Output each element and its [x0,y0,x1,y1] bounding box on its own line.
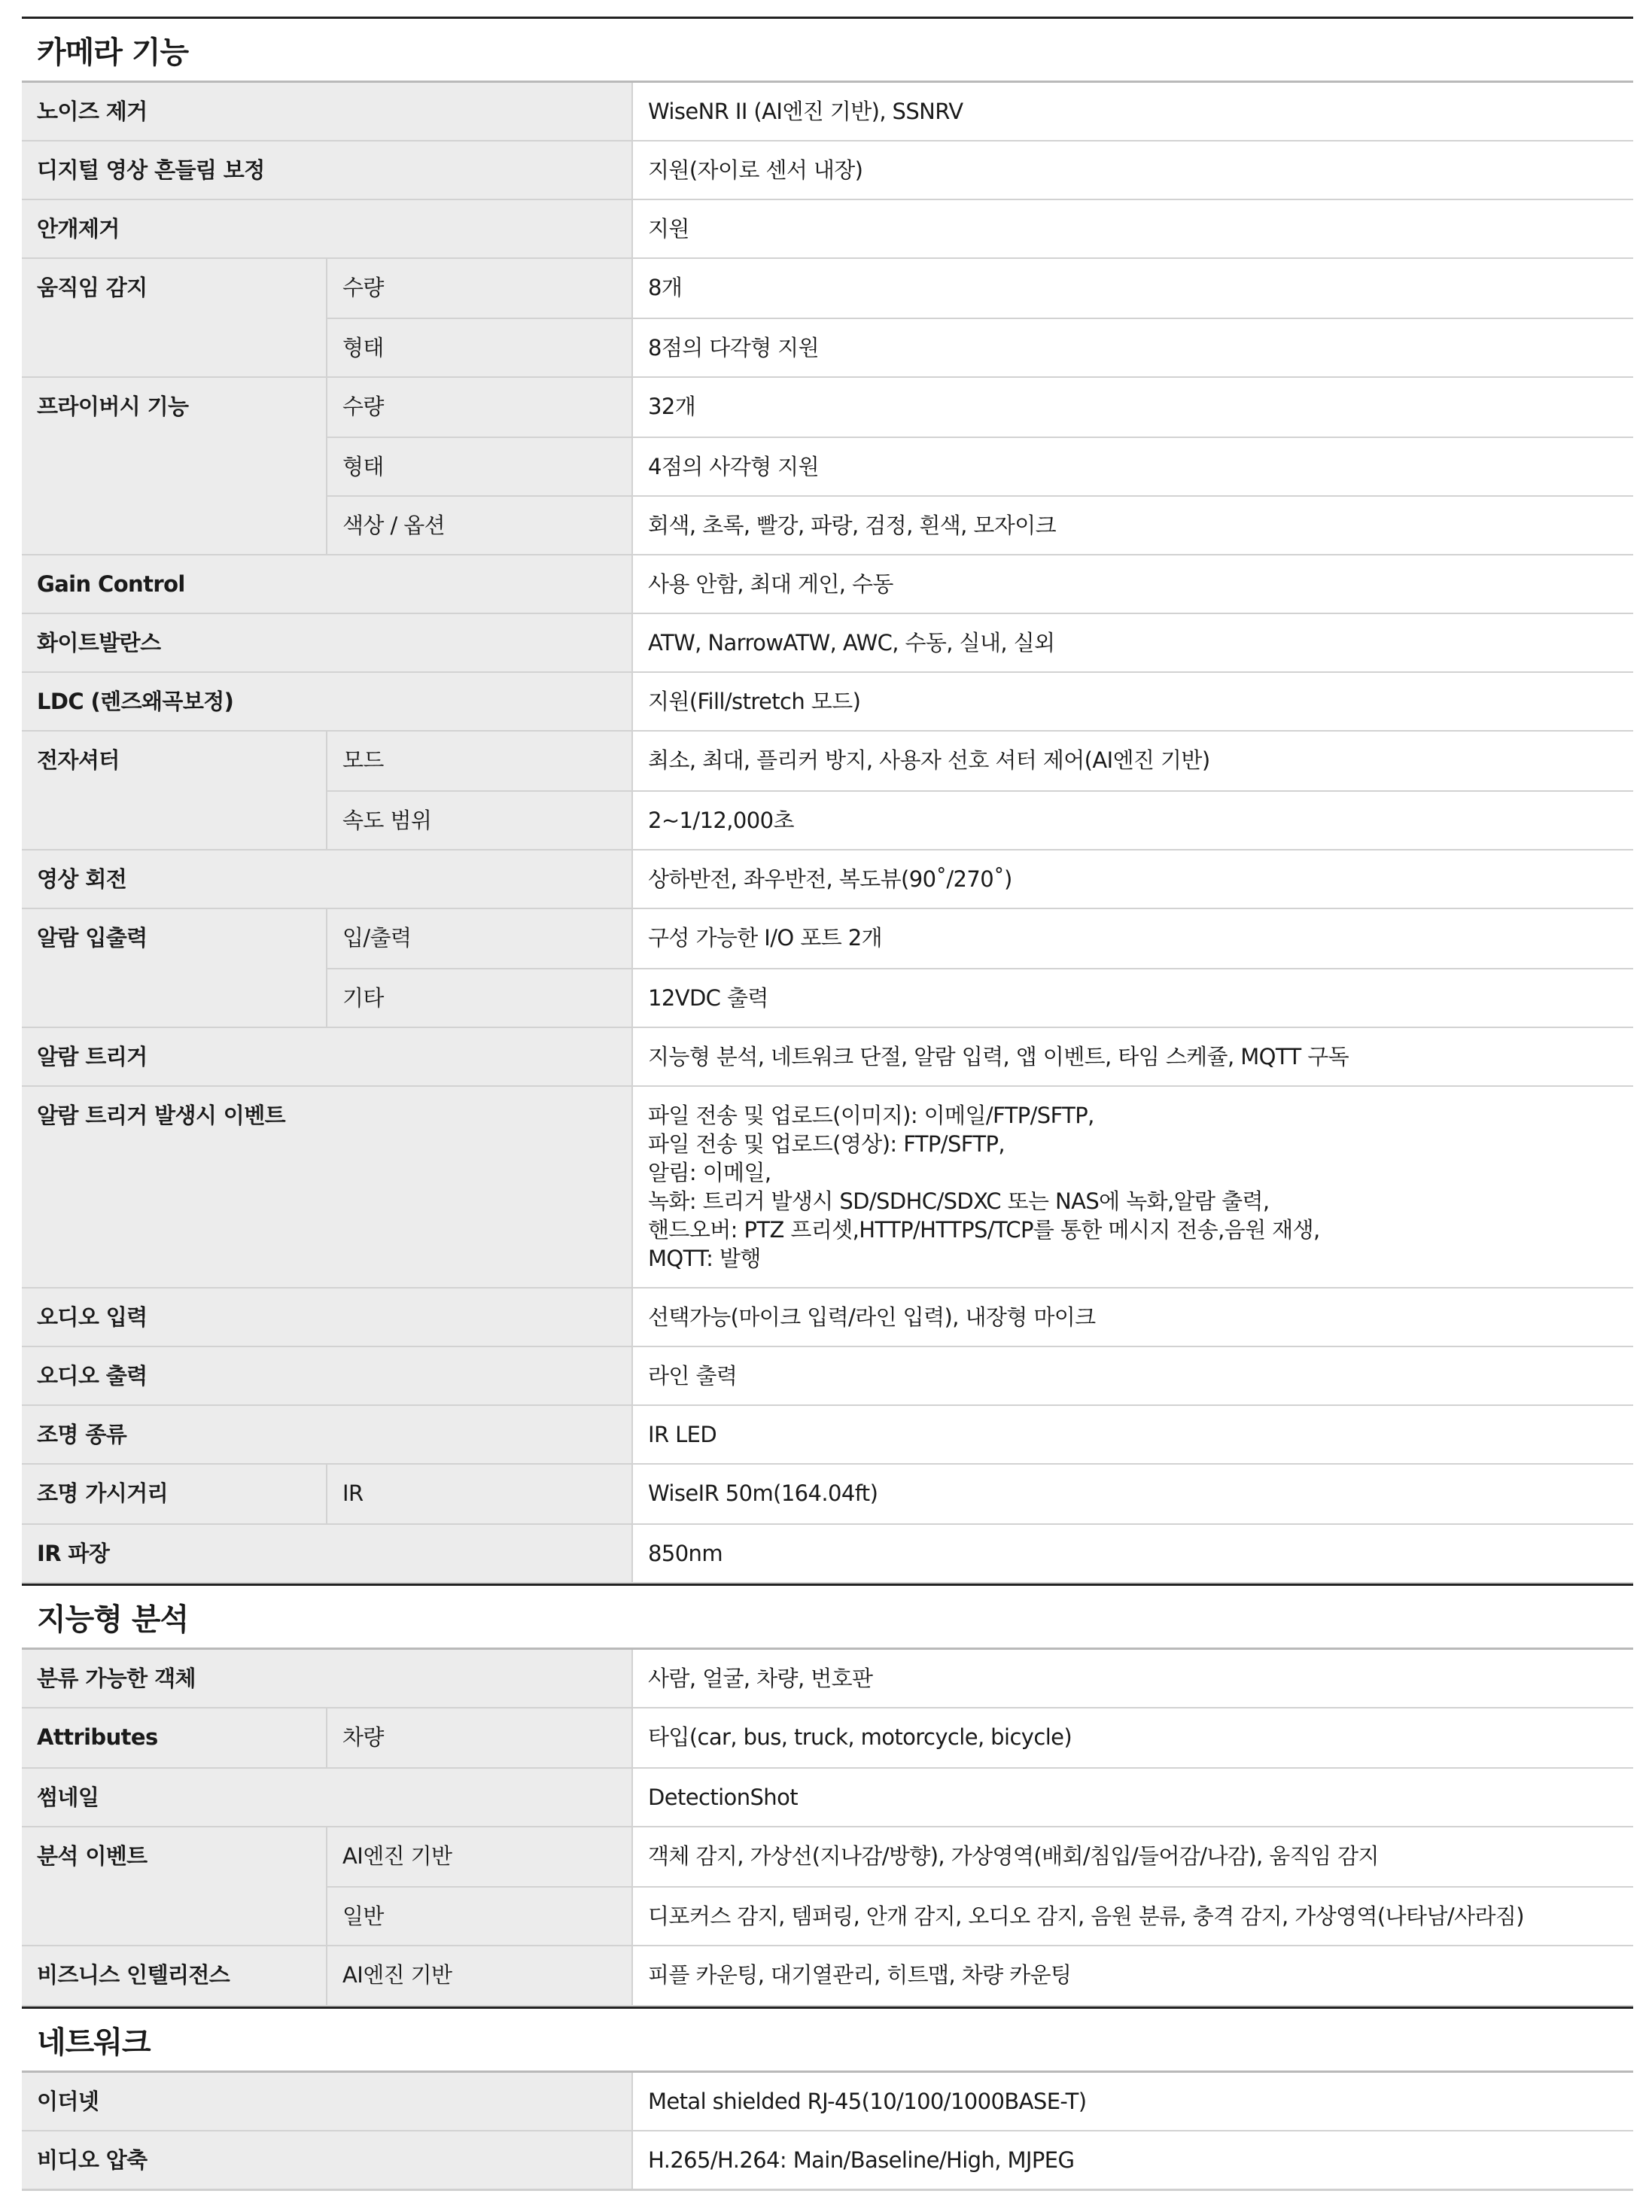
spec-subrow [326,378,1633,437]
spec-subrow [326,1946,1633,2005]
spec-sublabel: 모드 [326,732,631,790]
spec-value: 회색, 초록, 빨강, 파랑, 검정, 흰색, 모자이크 [631,497,1633,554]
spec-label: LDC (렌즈왜곡보정) [22,673,631,730]
spec-subrow [326,259,1633,318]
spec-row-group [22,1827,1633,1946]
spec-row [22,850,1633,909]
spec-row [22,1650,1633,1708]
spec-subrow [326,318,1633,376]
spec-subrow [326,732,1633,790]
spec-subrow [326,437,1633,495]
spec-table [22,83,1633,1584]
spec-subrows [326,1708,1633,1767]
spec-label: 비즈니스 인텔리전스 [22,1946,326,2005]
spec-value: 12VDC 출력 [631,969,1633,1027]
spec-row-group [22,732,1633,850]
spec-sublabel: IR [326,1465,631,1523]
spec-value: 사용 안함, 최대 게인, 수동 [631,555,1633,613]
spec-value: 8점의 다각형 지원 [631,319,1633,376]
spec-subrow [326,909,1633,968]
section-title: 카메라 기능 [22,17,1633,83]
spec-label: 조명 종류 [22,1406,631,1463]
spec-row [22,1028,1633,1087]
spec-label: 이더넷 [22,2073,631,2130]
spec-label: 움직임 감지 [22,259,326,376]
spec-row-group [22,1465,1633,1525]
section-title: 네트워크 [22,2007,1633,2073]
spec-row [22,1406,1633,1465]
spec-sublabel: 속도 범위 [326,792,631,849]
spec-subrows [326,732,1633,849]
spec-row [22,83,1633,141]
spec-value: 지원(Fill/stretch 모드) [631,673,1633,730]
spec-label: 프라이버시 기능 [22,378,326,554]
spec-value: IR LED [631,1406,1633,1463]
spec-subrows [326,1465,1633,1523]
spec-label: 전자셔터 [22,732,326,849]
spec-label: 조명 가시거리 [22,1465,326,1523]
spec-value: 8개 [631,259,1633,318]
spec-label: IR 파장 [22,1525,631,1582]
spec-value: Metal shielded RJ-45(10/100/1000BASE-T) [631,2073,1633,2130]
spec-subrow [326,495,1633,554]
spec-value: WiseIR 50m(164.04ft) [631,1465,1633,1523]
spec-row [22,1347,1633,1406]
spec-subrow [326,1708,1633,1767]
spec-row [22,614,1633,673]
spec-value: H.265/H.264: Main/Baseline/High, MJPEG [631,2131,1633,2189]
spec-value: 최소, 최대, 플리커 방지, 사용자 선호 셔터 제어(AI엔진 기반) [631,732,1633,790]
spec-sublabel: 입/출력 [326,909,631,968]
spec-label: 비디오 압축 [22,2131,631,2189]
spec-subrows [326,1827,1633,1945]
spec-row-group [22,1946,1633,2007]
spec-value: 타입(car, bus, truck, motorcycle, bicycle) [631,1708,1633,1767]
spec-row-group [22,1708,1633,1769]
spec-value: 라인 출력 [631,1347,1633,1404]
spec-sublabel: 수량 [326,259,631,318]
spec-value: 사람, 얼굴, 차량, 번호판 [631,1650,1633,1707]
spec-subrow [326,790,1633,849]
spec-row [22,1087,1633,1289]
spec-value: 디포커스 감지, 템퍼링, 안개 감지, 오디오 감지, 음원 분류, 충격 감지, 가상영역(나타남/사라짐) [631,1888,1633,1945]
spec-sublabel: 수량 [326,378,631,437]
spec-table [22,1650,1633,2007]
spec-sublabel: 형태 [326,438,631,495]
spec-row [22,1289,1633,1347]
spec-sheet [22,17,1633,2191]
spec-value: 선택가능(마이크 입력/라인 입력), 내장형 마이크 [631,1289,1633,1346]
spec-label: 영상 회전 [22,850,631,908]
spec-value: 2~1/12,000초 [631,792,1633,849]
spec-subrow [326,1827,1633,1886]
spec-row [22,141,1633,200]
spec-subrows [326,1946,1633,2005]
spec-row [22,200,1633,259]
spec-label: 알람 입출력 [22,909,326,1027]
spec-row-group [22,909,1633,1028]
spec-subrow [326,968,1633,1027]
spec-sublabel: 일반 [326,1888,631,1945]
spec-label: 노이즈 제거 [22,83,631,140]
spec-row [22,2131,1633,2191]
spec-value: 32개 [631,378,1633,437]
spec-subrows [326,909,1633,1027]
spec-table [22,2073,1633,2191]
spec-sublabel: AI엔진 기반 [326,1827,631,1886]
spec-label: 알람 트리거 [22,1028,631,1085]
spec-value: 객체 감지, 가상선(지나감/방향), 가상영역(배회/침입/들어감/나감), 움직임 감지 [631,1827,1633,1886]
spec-value: 상하반전, 좌우반전, 복도뷰(90˚/270˚) [631,850,1633,908]
spec-label: 오디오 출력 [22,1347,631,1404]
spec-sublabel: 차량 [326,1708,631,1767]
spec-label: 분류 가능한 객체 [22,1650,631,1707]
spec-subrows [326,378,1633,554]
spec-label: 안개제거 [22,200,631,257]
spec-value: 지원(자이로 센서 내장) [631,141,1633,199]
spec-label: 화이트발란스 [22,614,631,671]
spec-value: 구성 가능한 I/O 포트 2개 [631,909,1633,968]
spec-row [22,673,1633,732]
spec-sublabel: 색상 / 옵션 [326,497,631,554]
spec-row [22,1769,1633,1827]
spec-label: Attributes [22,1708,326,1767]
spec-row-group [22,259,1633,378]
spec-value: DetectionShot [631,1769,1633,1826]
spec-label: 분석 이벤트 [22,1827,326,1945]
spec-row [22,2073,1633,2131]
spec-label: Gain Control [22,555,631,613]
spec-sublabel: AI엔진 기반 [326,1946,631,2005]
spec-subrows [326,259,1633,376]
spec-row [22,1525,1633,1584]
spec-label: 알람 트리거 발생시 이벤트 [22,1087,631,1287]
spec-value: 파일 전송 및 업로드(이미지): 이메일/FTP/SFTP, 파일 전송 및 업로드(영상): FTP/SFTP, 알림: 이메일, 녹화: 트리거 발생시 SD/SDHC/SDXC 또는 NAS에 녹화,알람 출력, 핸드오버: PTZ 프리셋,HTTP/HTTPS/TCP를 통한 메시지 전송,음원 재생, MQTT: 발행 [631,1087,1633,1287]
spec-value: 지능형 분석, 네트워크 단절, 알람 입력, 앱 이벤트, 타임 스케쥴, MQTT 구독 [631,1028,1633,1085]
spec-sublabel: 형태 [326,319,631,376]
spec-label: 썸네일 [22,1769,631,1826]
spec-label: 디지털 영상 흔들림 보정 [22,141,631,199]
spec-value: 850nm [631,1525,1633,1582]
spec-value: 지원 [631,200,1633,257]
spec-row-group [22,378,1633,555]
section-title: 지능형 분석 [22,1584,1633,1650]
spec-value: ATW, NarrowATW, AWC, 수동, 실내, 실외 [631,614,1633,671]
spec-label: 오디오 입력 [22,1289,631,1346]
spec-value: 피플 카운팅, 대기열관리, 히트맵, 차량 카운팅 [631,1946,1633,2005]
spec-sublabel: 기타 [326,969,631,1027]
spec-subrow [326,1886,1633,1945]
spec-row [22,555,1633,614]
spec-subrow [326,1465,1633,1523]
spec-value: WiseNR II (AI엔진 기반), SSNRV [631,83,1633,140]
spec-value: 4점의 사각형 지원 [631,438,1633,495]
